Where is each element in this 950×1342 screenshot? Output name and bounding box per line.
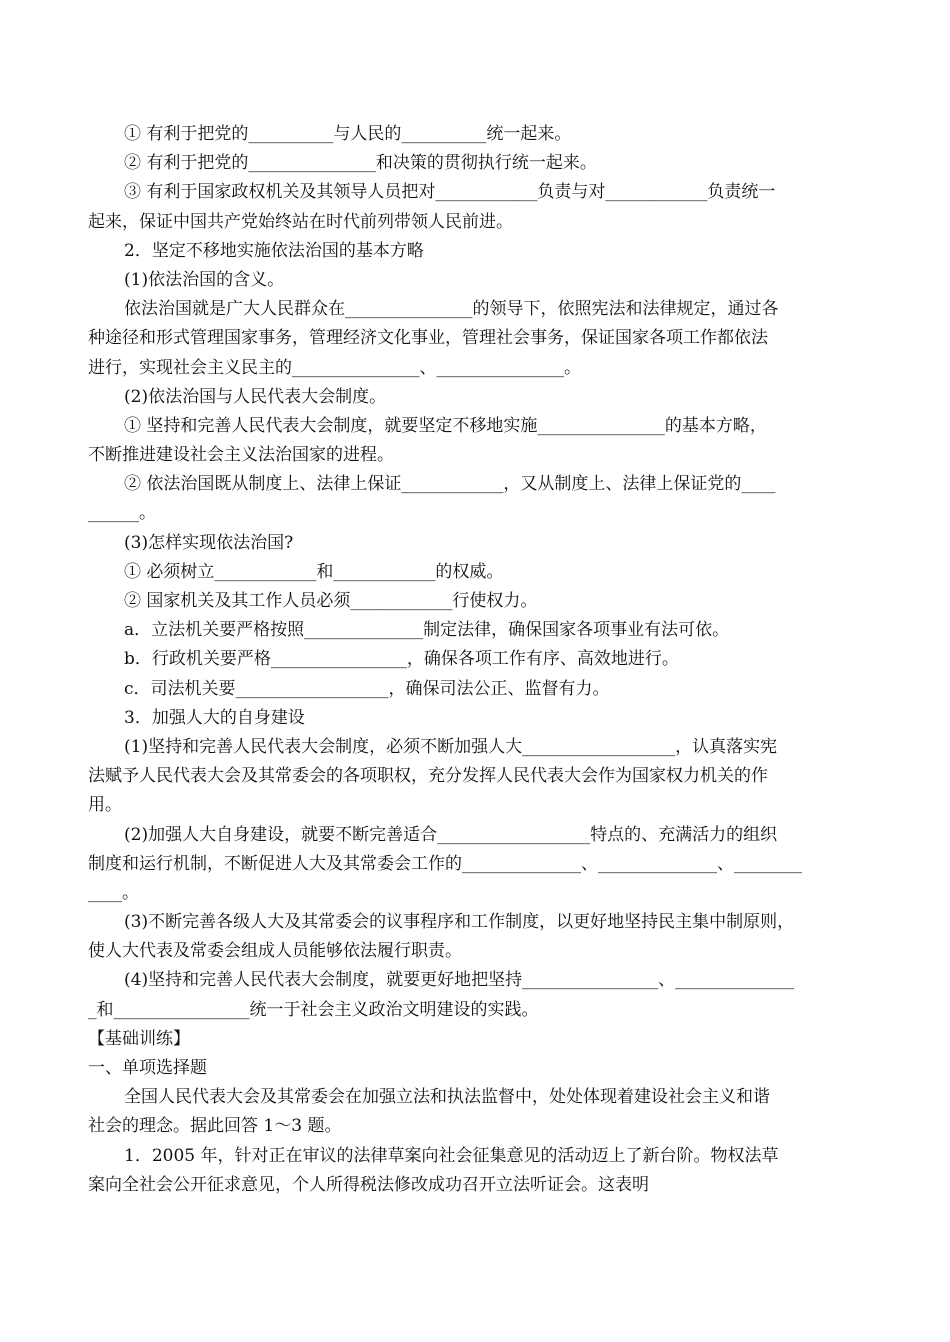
text-line: b．行政机关要严格________________，确保各项工作有序、高效地进行。 — [124, 649, 679, 670]
text-line: ② 国家机关及其工作人员必须____________行使权力。 — [124, 591, 538, 611]
text-line: (4)坚持和完善人民代表大会制度，就要更好地把坚持________________、______________ — [124, 970, 795, 991]
text-line: (3)怎样实现依法治国? — [124, 532, 294, 553]
text-line: 案向全社会公开征求意见，个人所得税法修改成功召开立法听证会。这表明 — [88, 1174, 649, 1195]
text-line: 社会的理念。据此回答 1～3 题。 — [88, 1116, 342, 1137]
text-line: ① 必须树立____________和____________的权威。 — [124, 561, 504, 582]
text-line: 制度和运行机制，不断促进人大及其常委会工作的______________、______________、________ — [88, 853, 802, 874]
text-line: (2)依法治国与人民代表大会制度。 — [124, 386, 387, 407]
text-line: ③ 有利于国家政权机关及其领导人员把对____________负责与对____________负责统一 — [124, 182, 776, 203]
text-line: 使人大代表及常委会组成人员能够依法履行职责。 — [88, 941, 462, 962]
text-line: ① 有利于把党的__________与人民的__________统一起来。 — [124, 124, 572, 144]
text-line: (2)加强人大自身建设，就要不断完善适合__________________特点的、充满活力的组织 — [124, 824, 778, 845]
text-line: 【基础训练】 — [88, 1028, 190, 1049]
text-line: 3．加强人大的自身建设 — [124, 707, 305, 728]
text-line: (1)依法治国的含义。 — [124, 269, 285, 290]
document-body — [88, 120, 868, 1200]
text-line: 用。 — [88, 795, 122, 816]
text-line: ______。 — [88, 503, 156, 524]
text-line: ① 坚持和完善人民代表大会制度，就要坚定不移地实施_______________的基本方略， — [124, 415, 767, 436]
text-line: 1．2005 年，针对正在审议的法律草案向社会征集意见的活动迈上了新台阶。物权法草 — [124, 1145, 779, 1166]
text-line: 全国人民代表大会及其常委会在加强立法和执法监督中，处处体现着建设社会主义和谐 — [124, 1087, 770, 1108]
text-line: 进行，实现社会主义民主的_______________、_______________。 — [88, 357, 581, 378]
text-line: 种途径和形式管理国家事务，管理经济文化事业，管理社会事务，保证国家各项工作都依法 — [88, 328, 768, 349]
text-line: c．司法机关要__________________，确保司法公正、监督有力。 — [124, 678, 610, 699]
text-line: (1)坚持和完善人民代表大会制度，必须不断加强人大__________________，认真落实宪 — [124, 736, 778, 757]
text-line: 一、单项选择题 — [88, 1058, 207, 1078]
text-line: a．立法机关要严格按照______________制定法律，确保国家各项事业有法可依。 — [124, 620, 730, 641]
text-line: ② 有利于把党的_______________和决策的贯彻执行统一起来。 — [124, 153, 597, 174]
text-line: _和________________统一于社会主义政治文明建设的实践。 — [88, 999, 539, 1020]
text-line: ____。 — [88, 882, 139, 903]
text-line: 起来，保证中国共产党始终站在时代前列带领人民前进。 — [88, 211, 513, 232]
text-line: 2．坚定不移地实施依法治国的基本方略 — [124, 240, 424, 261]
text-line: 不断推进建设社会主义法治国家的进程。 — [88, 445, 394, 466]
text-line: 依法治国就是广大人民群众在_______________的领导下，依照宪法和法律规定，通过各 — [124, 299, 779, 320]
text-line: 法赋予人民代表大会及其常委会的各项职权，充分发挥人民代表大会作为国家权力机关的作 — [88, 766, 768, 787]
text-line: (3)不断完善各级人大及其常委会的议事程序和工作制度，以更好地坚持民主集中制原则， — [124, 912, 795, 933]
text-line: ② 依法治国既从制度上、法律上保证____________，又从制度上、法律上保证党的____ — [124, 474, 776, 495]
